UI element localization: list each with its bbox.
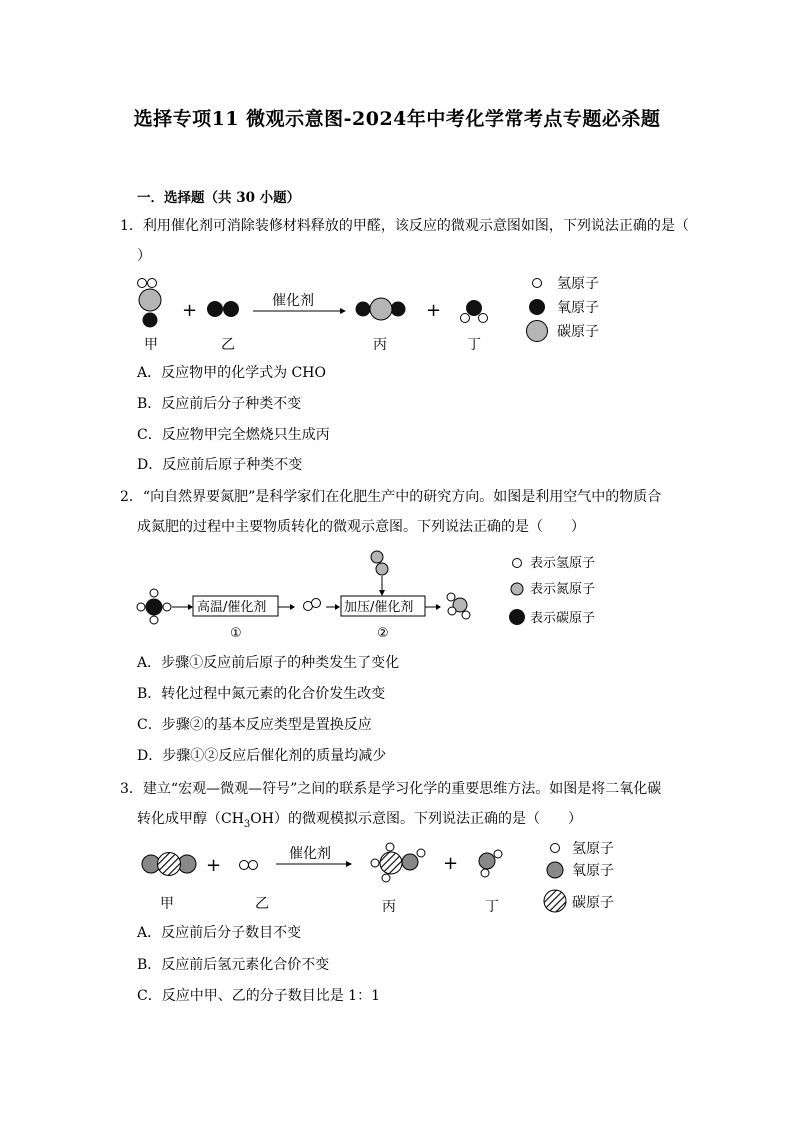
q2-molecule-nh3 <box>447 593 470 619</box>
q1-stem-line1: 1．利用催化剂可消除装修材料释放的甲醛，该反应的微观示意图如图，下列说法正确的是（ <box>120 218 689 234</box>
page-title: 选择专项11 微观示意图-2024年中考化学常考点专题必杀题 <box>133 108 661 130</box>
q2-molecule-start <box>137 589 171 624</box>
q2-step-1: ① <box>230 626 242 641</box>
q1-plus-2: + <box>426 300 442 321</box>
q1-molecule-yi <box>207 301 239 317</box>
svg-text:表示氮原子: 表示氮原子 <box>530 582 596 597</box>
q1-legend <box>527 276 600 342</box>
q3-stem-line1: 3．建立“宏观—微观—符号”之间的联系是学习化学的重要思维方法。如图是将二氧化碳 <box>120 781 662 797</box>
q3-arrow-label: 催化剂 <box>289 846 331 862</box>
q3-stem-line2: 转化成甲醇$(CH_3OH)$的微观模拟示意图。下列说法正确的是（ ） <box>137 811 582 830</box>
q2-molecule-n2 <box>371 551 388 575</box>
q2-option-b[interactable]: B．转化过程中氮元素的化合价发生改变 <box>137 686 386 702</box>
q3-option-c[interactable]: C．反应中甲、乙的分子数目比是 1：1 <box>137 988 380 1004</box>
q3-molecule-bing <box>371 843 425 882</box>
svg-text:氧原子: 氧原子 <box>572 863 614 879</box>
svg-text:氢原子: 氢原子 <box>557 276 599 292</box>
q2-diagram <box>130 545 630 645</box>
q3-molecule-ding <box>479 850 502 877</box>
q3-plus-2: + <box>443 853 459 874</box>
q1-label-jia: 甲 <box>144 337 158 353</box>
q3-label-jia: 甲 <box>160 896 174 912</box>
q2-stem-line1: 2．“向自然界要氮肥”是科学家们在化肥生产中的研究方向。如图是利用空气中的物质合 <box>120 489 662 505</box>
svg-text:表示氢原子: 表示氢原子 <box>530 556 596 571</box>
q1-plus-1: + <box>182 300 198 321</box>
q2-option-c[interactable]: C．步骤②的基本反应类型是置换反应 <box>137 717 372 733</box>
q1-label-bing: 丙 <box>373 337 387 353</box>
svg-text:碳原子: 碳原子 <box>557 324 599 340</box>
q1-stem-line2: ） <box>137 248 151 264</box>
q1-molecule-ding <box>461 300 488 323</box>
q2-step-2: ② <box>377 626 389 641</box>
q3-legend <box>544 841 614 912</box>
svg-text:氢原子: 氢原子 <box>572 841 614 857</box>
q2-box-2-label: 加压/催化剂 <box>344 600 414 615</box>
q1-option-a[interactable]: A．反应物甲的化学式为 CHO <box>137 365 326 381</box>
q1-label-ding: 丁 <box>467 337 481 353</box>
q3-plus-1: + <box>206 855 222 876</box>
q3-label-yi: 乙 <box>255 896 269 912</box>
q3-option-b[interactable]: B．反应前后氢元素化合价不变 <box>137 957 330 973</box>
q2-box-1-label: 高温/催化剂 <box>197 600 267 615</box>
q3-molecule-yi <box>240 861 258 870</box>
q1-option-d[interactable]: D．反应前后原子种类不变 <box>137 457 303 473</box>
q1-molecule-bing <box>356 298 406 320</box>
q3-diagram <box>130 835 630 920</box>
q3-molecule-jia <box>142 853 196 876</box>
q3-option-a[interactable]: A．反应前后分子数目不变 <box>137 925 302 941</box>
q3-label-ding: 丁 <box>485 899 499 915</box>
q2-option-a[interactable]: A．步骤①反应前后原子的种类发生了变化 <box>137 655 400 671</box>
q1-diagram <box>130 270 630 360</box>
q1-molecule-jia <box>138 279 162 328</box>
svg-text:碳原子: 碳原子 <box>572 895 614 911</box>
q2-stem-line2: 成氮肥的过程中主要物质转化的微观示意图。下列说法正确的是（ ） <box>137 519 585 535</box>
section-heading: 一．选择题（共 30 小题） <box>137 190 301 206</box>
q1-label-yi: 乙 <box>221 337 235 353</box>
svg-text:氧原子: 氧原子 <box>557 300 599 316</box>
q2-legend <box>509 556 595 626</box>
q2-option-d[interactable]: D．步骤①②反应后催化剂的质量均减少 <box>137 748 387 764</box>
q1-option-c[interactable]: C．反应物甲完全燃烧只生成丙 <box>137 427 330 443</box>
q1-option-b[interactable]: B．反应前后分子种类不变 <box>137 396 302 412</box>
svg-text:表示碳原子: 表示碳原子 <box>530 611 596 626</box>
q3-label-bing: 丙 <box>382 899 396 915</box>
q1-arrow-label: 催化剂 <box>272 293 314 309</box>
q2-molecule-h2 <box>304 599 321 611</box>
